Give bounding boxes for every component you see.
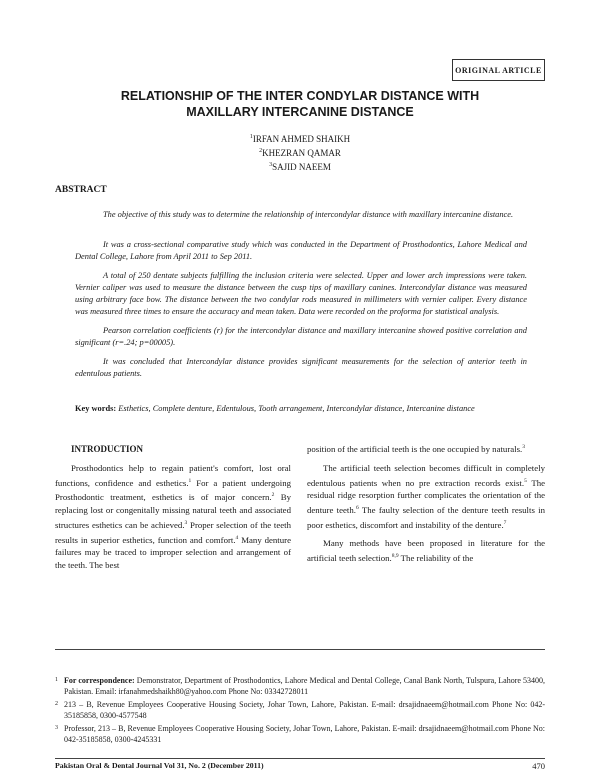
author-1: $^1$IRFAN AHMED SHAIKH	[249, 134, 351, 144]
title-line-2: MAXILLARY INTERCANINE DISTANCE	[186, 105, 414, 119]
abstract-paragraph-5: It was concluded that Intercondylar distance provides significant measurements for the selection of anterior teeth in edentulous patients.	[75, 357, 527, 378]
footnote-2: 2 213 – B, Revenue Employees Cooperative Housing Society, Johar Town, Lahore, Pakistan. E-mail: drsajidnaeem@hotmail.com Phone No: 042-35185858, 0300-4577548	[55, 700, 545, 720]
abstract-heading: ABSTRACT	[55, 185, 107, 195]
footnote-1-label: For correspondence:	[64, 676, 135, 685]
article-type-badge: ORIGINAL ARTICLE	[452, 59, 545, 81]
abstract-paragraph-3: A total of 250 dentate subjects fulfilling the inclusion criteria were selected. Upper and lower arch impressions were taken. Vernier caliper was used to measure the distance between the cusp tips of maxillary canines. Intercondylar distance was measured using arbitrary face bow. The distance between the two condylar rods measured in millimeters with vernier caliper. Every distance was measured three times to ensure the accuracy and mean taken. Data were recorded on the proforma for statistical analysis.	[75, 271, 527, 316]
keywords-label: Key words:	[75, 404, 117, 413]
page-footer	[55, 758, 545, 770]
footnote-1: 1 For correspondence: Demonstrator, Department of Prosthodontics, Lahore Medical and Dental College, Canal Bank North, Tulspura, Lahore 53400, Pakistan. Email: irfanahmedshaikh80@yahoo.com Phone No: 03342728011	[55, 676, 546, 696]
journal-citation: Pakistan Oral & Dental Journal Vol 31, No. 2 (December 2011)	[55, 761, 264, 770]
footnote-divider	[55, 649, 545, 650]
keywords-text: Esthetics, Complete denture, Edentulous, Tooth arrangement, Intercondylar distance, Intercanine distance	[118, 404, 475, 413]
introduction-heading: INTRODUCTION	[71, 444, 144, 454]
intro-paragraph-3: Many methods have been proposed in literature for the artificial teeth selection.$^{8,9}$ The reliability of the	[307, 538, 545, 564]
author-3: $^3$SAJID NAEEM	[269, 162, 331, 172]
left-column	[55, 443, 291, 578]
footnote-3: 3 Professor, 213 – B, Revenue Employees Cooperative Housing Society, Johar Town, Lahore, Pakistan. E-mail: drsajidnaeem@hotmail.com Phone No: 042-35185858, 0300-4245331	[55, 724, 545, 744]
abstract-paragraph-2: It was a cross-sectional comparative study which was conducted in the Department of Prosthodontics, Lahore Medical and Dental College, Lahore from April 2011 to Sep 2011.	[75, 240, 527, 261]
intro-paragraph-2: The artificial teeth selection becomes difficult in completely edentulous patients when no pre extraction records exist.$^5$ The residual ridge resorption further complicates the orientation of the denture teeth.$^6$ The faulty selection of the denture teeth results in poor esthetics, discomfort and instability of the denture.$^7$	[307, 462, 546, 530]
title-line-1: RELATIONSHIP OF THE INTER CONDYLAR DISTANCE WITH	[120, 89, 480, 103]
author-2: $^2$KHEZRAN QAMAR	[259, 148, 341, 158]
abstract-paragraph-1: The objective of this study was to determine the relationship of intercondylar distance with maxillary intercanine distance.	[103, 210, 514, 219]
intro-paragraph-continued: position of the artificial teeth is the one occupied by naturals.$^3$	[307, 443, 525, 454]
right-column	[307, 441, 545, 571]
author-list	[200, 131, 400, 173]
abstract-paragraph-4: Pearson correlation coefficients (r) for the intercondylar distance and maxillary intercanine showed positive correlation and significant (r=.24; p=00005).	[75, 326, 527, 347]
intro-paragraph-1: Prosthodontics help to regain patient's comfort, lost oral functions, confidence and esthetics.$^1$ For a patient undergoing Prosthodontic treatment, esthetics is of major concern.$^2$ By replacing lost or congenitally missing natural teeth and associated structures esthetics can be achieved.$^3$ Proper selection of the teeth results in superior esthetics, function and comfort.$^4$ Many denture failures may be traced to improper selection and arrangement of the teeth. The best	[55, 462, 292, 571]
page-number: 470	[532, 761, 545, 771]
keywords	[75, 403, 527, 415]
abstract-body	[75, 239, 527, 387]
article-title	[60, 88, 540, 120]
